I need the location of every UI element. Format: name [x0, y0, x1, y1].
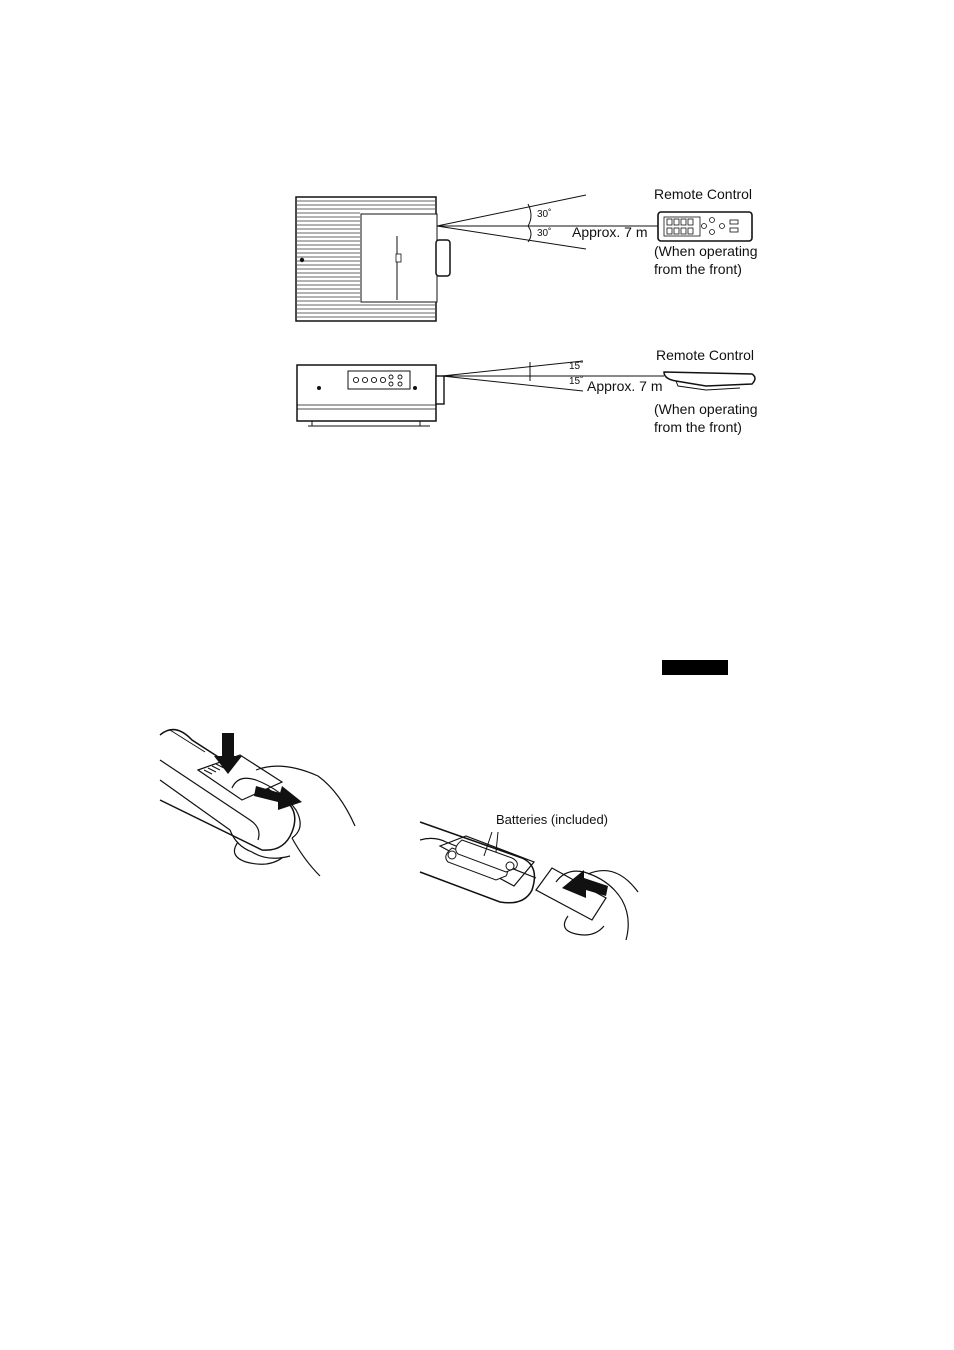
- top-distance-label: Approx. 7 m: [572, 224, 648, 240]
- top-angle-upper: 30˚: [537, 209, 552, 220]
- side-distance-label: Approx. 7 m: [587, 378, 663, 394]
- side-remote-label: Remote Control: [656, 347, 755, 363]
- batteries-label: Batteries (included): [496, 812, 608, 827]
- side-angle-upper: 15˚: [569, 361, 584, 372]
- side-angle-lower: 15˚: [569, 376, 584, 387]
- top-remote-label: Remote Control: [654, 186, 753, 202]
- top-angle-lower: 30˚: [537, 228, 552, 239]
- side-note-line1: (When operating: [654, 401, 758, 417]
- top-note-line1: (When operating: [654, 243, 758, 259]
- side-note-line2: from the front): [654, 419, 742, 435]
- top-note-line2: from the front): [654, 261, 742, 277]
